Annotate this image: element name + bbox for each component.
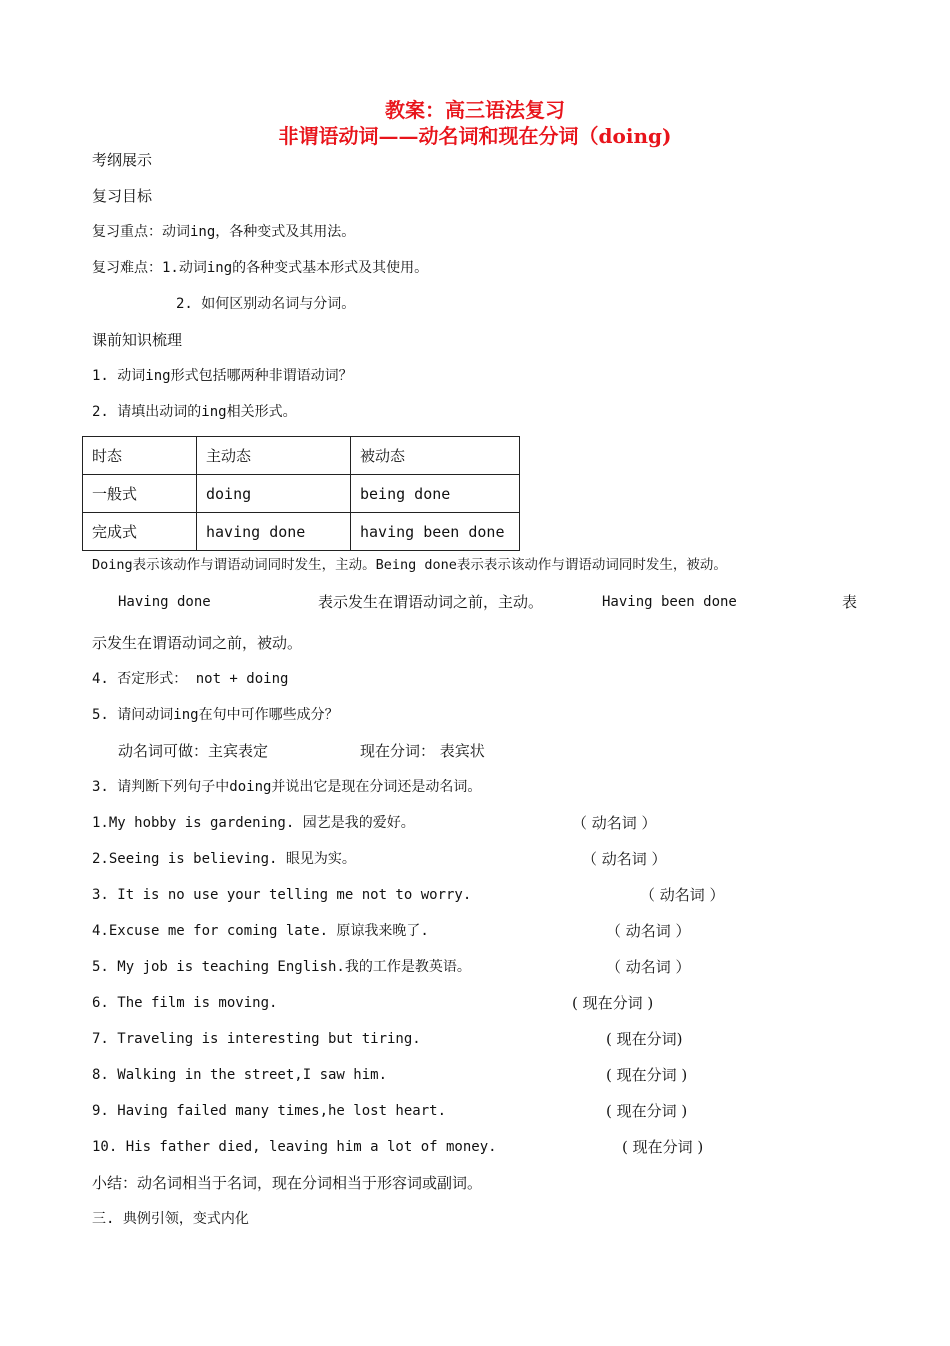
table-cell: being done: [351, 475, 520, 513]
exercise-answer: （ 动名词 ）: [606, 958, 691, 976]
table-row: [83, 475, 520, 513]
exercise-answer: （ 动名词 ）: [606, 922, 691, 940]
exercise-sentence: 4.Excuse me for coming late. 原谅我来晚了.: [92, 923, 429, 939]
exercise-answer: （ 动名词 ）: [640, 886, 725, 904]
note-having-been-done: Having been done: [602, 594, 737, 610]
exercise-answer: ( 现在分词 ): [622, 1138, 704, 1156]
exercise-answer: ( 现在分词 ): [572, 994, 654, 1012]
summary: 小结：动名词相当于名词，现在分词相当于形容词或副词。: [92, 1174, 483, 1192]
question-2: 2. 请填出动词的ing相关形式。: [92, 404, 297, 420]
exercise-sentence: 1.My hobby is gardening. 园艺是我的爱好。: [92, 815, 415, 831]
exercise-sentence: 5. My job is teaching English.我的工作是教英语。: [92, 959, 471, 975]
note-having-done-desc: 表示发生在谓语动词之前，主动。: [318, 593, 544, 611]
exercise-sentence: 7. Traveling is interesting but tiring.: [92, 1031, 421, 1047]
table-cell: having done: [197, 513, 351, 551]
section-outline: 考纲展示: [92, 151, 153, 169]
exercise-sentence: 6. The film is moving.: [92, 995, 278, 1011]
exercise-answer: ( 现在分词 ): [606, 1102, 688, 1120]
page-subtitle: 非谓语动词——动名词和现在分词（doing): [278, 124, 672, 148]
exercise-sentence: 8. Walking in the street,I saw him.: [92, 1067, 388, 1083]
question-1: 1. 动词ing形式包括哪两种非谓语动词？: [92, 368, 353, 384]
section-pre-class: 课前知识梳理: [92, 331, 183, 349]
table-cell: having been done: [351, 513, 520, 551]
note-doing: Doing表示该动作与谓语动词同时发生，主动。Being done表示表示该动作与谓语动词同时发生，被动。: [92, 557, 727, 573]
exercise-sentence: 3. It is no use your telling me not to worry.: [92, 887, 472, 903]
exercise-answer: ( 现在分词 ): [606, 1066, 688, 1084]
table-header-cell: 被动态: [351, 437, 520, 475]
review-focus: 复习重点：动词ing，各种变式及其用法。: [92, 224, 356, 240]
note-continued: 示发生在谓语动词之前，被动。: [92, 634, 303, 652]
question-3: 3. 请判断下列句子中doing并说出它是现在分词还是动名词。: [92, 779, 482, 795]
exercise-answer: （ 动名词 ）: [572, 814, 657, 832]
page-title: 教案：高三语法复习: [385, 98, 565, 122]
question-4: 4. 否定形式： not + doing: [92, 671, 289, 687]
table-cell: 完成式: [83, 513, 197, 551]
table-row: [83, 513, 520, 551]
exercise-sentence: 9. Having failed many times,he lost heart.: [92, 1103, 447, 1119]
review-difficulty-1: 复习难点：1.动词ing的各种变式基本形式及其使用。: [92, 260, 429, 276]
table-cell: 一般式: [83, 475, 197, 513]
section-goals: 复习目标: [92, 187, 153, 205]
table-header-cell: 时态: [83, 437, 197, 475]
section-three: 三. 典例引领，变式内化: [92, 1211, 249, 1227]
forms-table: [82, 436, 520, 551]
note-having-done: Having done: [118, 594, 211, 610]
exercise-answer: ( 现在分词): [606, 1030, 683, 1048]
table-header-row: [83, 437, 520, 475]
note-wrap-char: 表: [842, 593, 858, 611]
exercise-sentence: 10. His father died, leaving him a lot of money.: [92, 1139, 497, 1155]
table-cell: doing: [197, 475, 351, 513]
question-5: 5. 请问动词ing在句中可作哪些成分？: [92, 707, 339, 723]
gerund-roles: 动名词可做：主宾表定: [118, 742, 269, 760]
exercise-sentence: 2.Seeing is believing. 眼见为实。: [92, 851, 356, 867]
table-header-cell: 主动态: [197, 437, 351, 475]
exercise-answer: （ 动名词 ）: [582, 850, 667, 868]
participle-roles: 现在分词： 表宾状: [360, 742, 485, 760]
review-difficulty-2: 2. 如何区别动名词与分词。: [176, 296, 356, 312]
